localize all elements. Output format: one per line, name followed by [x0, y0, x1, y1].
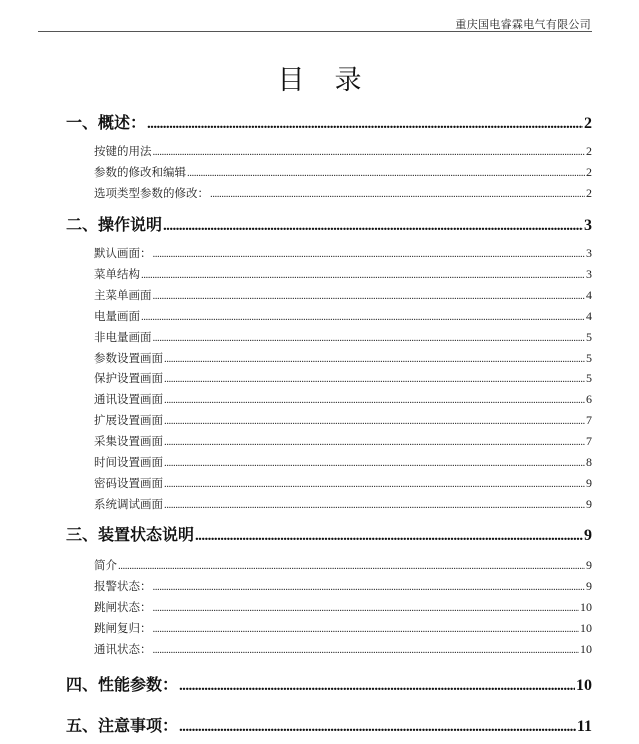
toc-page-number: 5 [586, 371, 592, 386]
toc-entry[interactable] [94, 433, 592, 449]
toc-entry-label: 菜单结构 [94, 266, 140, 281]
toc-entry[interactable] [94, 578, 592, 594]
toc-page-number: 3 [584, 217, 592, 234]
toc-entry[interactable] [94, 412, 592, 428]
toc-leader-dots [179, 678, 575, 695]
toc-section-4[interactable] [66, 672, 592, 695]
toc-page-number: 2 [586, 185, 592, 200]
toc-leader-dots [164, 436, 585, 448]
toc-entry-label: 跳闸复归： [94, 620, 152, 635]
toc-page-number: 10 [580, 599, 592, 614]
toc-entry-label: 按键的用法 [94, 144, 152, 158]
toc-section-1[interactable] [66, 110, 592, 133]
toc-leader-dots [153, 332, 586, 344]
toc-page-number: 10 [580, 641, 592, 656]
toc-entry[interactable] [94, 620, 592, 636]
toc-page-number: 4 [586, 308, 592, 323]
toc-page-number: 2 [586, 144, 592, 158]
toc-leader-dots [195, 528, 583, 545]
toc-entry[interactable] [94, 370, 592, 386]
toc-entry[interactable] [94, 287, 592, 303]
toc-section-label: 五、注意事项： [66, 716, 179, 735]
toc-entry-label: 参数设置画面 [94, 350, 163, 365]
toc-leader-dots [187, 167, 585, 179]
toc-leader-dots [153, 146, 586, 158]
toc-leader-dots [147, 116, 583, 133]
toc-entry[interactable] [94, 350, 592, 366]
toc-entry[interactable] [94, 454, 592, 470]
toc-page-number: 11 [576, 718, 592, 735]
toc-leader-dots [164, 457, 585, 469]
toc-page-number: 4 [586, 287, 592, 302]
toc-page-number: 3 [586, 246, 592, 260]
toc-leader-dots [163, 218, 583, 235]
company-name: 重庆国电睿霖电气有限公司 [455, 18, 591, 31]
toc-leader-dots [141, 311, 585, 323]
toc-entry-label: 采集设置画面 [94, 434, 163, 449]
toc-page-number: 2 [584, 115, 592, 132]
toc-leader-dots [141, 269, 585, 281]
toc-entry[interactable] [94, 391, 592, 407]
toc-page-number: 6 [586, 392, 592, 407]
toc-entry-label: 默认画面： [94, 246, 152, 260]
toc-leader-dots [153, 248, 586, 260]
toc-entry[interactable] [94, 143, 592, 159]
toc-page-number: 5 [586, 350, 592, 365]
toc-entry-label: 电量画面 [94, 308, 140, 323]
toc-leader-dots [153, 581, 586, 593]
toc-page-number: 8 [586, 455, 592, 469]
toc-entry[interactable] [94, 329, 592, 345]
toc-entry-label: 密码设置画面 [94, 475, 163, 490]
toc-entry[interactable] [94, 308, 592, 324]
toc-entry[interactable] [94, 245, 592, 261]
toc-entry[interactable] [94, 164, 592, 180]
toc-leader-dots [210, 188, 585, 200]
toc-section-label: 二、操作说明 [66, 215, 163, 234]
header-divider [38, 31, 592, 32]
toc-entry-label: 参数的修改和编辑 [94, 164, 186, 179]
page-title: 目录 [277, 65, 392, 96]
toc-leader-dots [164, 353, 585, 365]
toc-page-number: 9 [586, 558, 592, 572]
toc-page-number: 10 [580, 620, 592, 635]
toc-entry-label: 通讯状态： [94, 641, 152, 656]
toc-leader-dots [164, 394, 585, 406]
toc-entry-label: 简介 [94, 558, 117, 572]
toc-entry[interactable] [94, 599, 592, 615]
toc-page-number: 2 [586, 164, 592, 179]
toc-entry-label: 保护设置画面 [94, 371, 163, 386]
toc-leader-dots [153, 290, 586, 302]
toc-section-label: 四、性能参数： [66, 675, 179, 694]
toc-section-label: 一、概述： [66, 113, 147, 132]
toc-leader-dots [164, 499, 585, 511]
toc-section-5[interactable] [66, 713, 592, 736]
toc-section-label: 三、装置状态说明 [66, 525, 195, 544]
toc-entry[interactable] [94, 185, 592, 201]
toc-leader-dots [153, 602, 580, 614]
toc-entry-label: 报警状态： [94, 578, 152, 593]
toc-leader-dots [153, 644, 580, 656]
toc-entry-label: 跳闸状态： [94, 599, 152, 614]
toc-page-number: 9 [586, 496, 592, 511]
toc-page-number: 9 [586, 578, 592, 593]
toc-page-number: 7 [586, 413, 592, 428]
toc-leader-dots [179, 719, 576, 736]
toc-page-number: 7 [586, 434, 592, 449]
toc-entry[interactable] [94, 475, 592, 491]
toc-leader-dots [164, 415, 585, 427]
toc-entry-label: 非电量画面 [94, 329, 152, 344]
toc-leader-dots [164, 373, 585, 385]
toc-entry-label: 系统调试画面 [94, 496, 163, 511]
toc-entry[interactable] [94, 557, 592, 573]
toc-entry-label: 时间设置画面 [94, 455, 163, 469]
toc-entry-label: 通讯设置画面 [94, 392, 163, 407]
toc-page-number: 10 [576, 677, 592, 694]
toc-leader-dots [118, 560, 585, 572]
toc-page-number: 5 [586, 329, 592, 344]
toc-page-number: 3 [586, 266, 592, 281]
toc-section-3[interactable] [66, 522, 592, 545]
toc-entry[interactable] [94, 496, 592, 512]
toc-entry-label: 选项类型参数的修改： [94, 185, 209, 200]
toc-leader-dots [164, 478, 585, 490]
toc-entry[interactable] [94, 266, 592, 282]
toc-page-number: 9 [586, 475, 592, 490]
toc-page-number: 9 [584, 527, 592, 544]
toc-section-2[interactable] [66, 212, 592, 235]
toc-entry-label: 扩展设置画面 [94, 413, 163, 428]
toc-leader-dots [153, 623, 580, 635]
toc-entry[interactable] [94, 641, 592, 657]
toc-entry-label: 主菜单画面 [94, 287, 152, 302]
